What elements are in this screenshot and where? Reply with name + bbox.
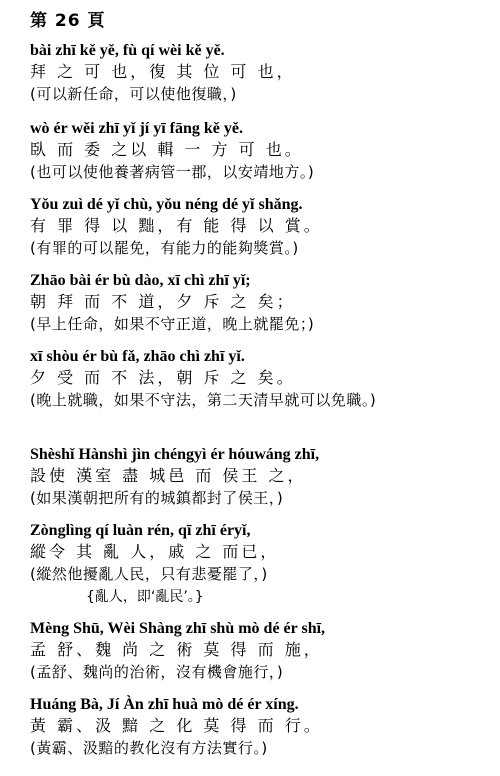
pinyin-line: Zhāo bài ér bù dào, xī chì zhī yǐ; [30,272,251,289]
stanza [30,118,492,184]
hanzi-line: 夕 受 而 不 法，朝 斥 之 矣。 [30,368,296,387]
translation-line: (晚上就職，如果不守法，第二天清早就可以免職。) [30,391,377,409]
page-number: 第 26 頁 [30,11,106,31]
translation-line: (可以新任命，可以使他復職，) [30,85,237,103]
translation-line: (有罪的可以罷免，有能力的能夠獎賞。) [30,239,299,257]
pinyin-line: Huáng Bà, Jí Àn zhī huà mò dé ér xíng. [30,696,299,713]
translation-line: (黃霸、汲黯的教化沒有方法實行。) [30,739,268,757]
hanzi-line: 黃 霸、汲 黯 之 化 莫 得 而 行。 [30,716,323,735]
hanzi-line: 縱令 其 亂 人，戚 之 而已， [30,542,280,561]
pinyin-line: wò ér wěi zhī yǐ jí yī fāng kě yě. [30,120,244,137]
pinyin-line: Mèng Shū, Wèi Shàng zhī shù mò dé ér shī, [30,620,326,637]
pinyin-line: bài zhī kě yě, fù qí wèi kě yě. [30,42,225,59]
translation-line: (也可以使他養著病管一郡，以安靖地方。) [30,163,315,181]
pinyin-line: Yǒu zuì dé yǐ chù, yǒu néng dé yǐ shǎng. [30,196,303,213]
stanza [30,346,492,412]
hanzi-line: 拜 之 可 也，復 其 位 可 也， [30,62,296,81]
stanza [30,694,492,760]
stanza [30,520,492,608]
pinyin-line: xī shòu ér bù fǎ, zhāo chì zhī yǐ. [30,348,245,365]
translation-line: (早上任命，如果不守正道，晚上就罷免；) [30,315,315,333]
hanzi-line: 朝 拜 而 不 道，夕 斥 之 矣； [30,292,296,311]
annotation-note: {亂人，即‘亂民’。} [86,589,204,605]
pinyin-line: Shèshǐ Hànshì jìn chéngyì ér hóuwáng zhī, [30,446,320,463]
stanza [30,270,492,336]
stanza [30,444,492,510]
hanzi-line: 臥 而 委 之以 輯 一 方 可 也。 [30,140,304,159]
stanza [30,194,492,260]
hanzi-line: 孟 舒、魏 尚 之 術 莫 得 而 施， [30,640,323,659]
translation-line: (孟舒、魏尚的治術，沒有機會施行，) [30,663,284,681]
stanza [30,40,492,106]
stanza [30,618,492,684]
pinyin-line: Zònglìng qí luàn rén, qī zhī éryǐ, [30,522,251,539]
hanzi-line: 設使 漢室 盡 城邑 而 侯王 之， [30,466,307,485]
translation-line: (如果漢朝把所有的城鎮都封了侯王，) [30,489,284,507]
hanzi-line: 有 罪 得 以 黜，有 能 得 以 賞。 [30,216,323,235]
translation-line: (縱然他擾亂人民，只有悲憂罷了，) [30,565,268,583]
